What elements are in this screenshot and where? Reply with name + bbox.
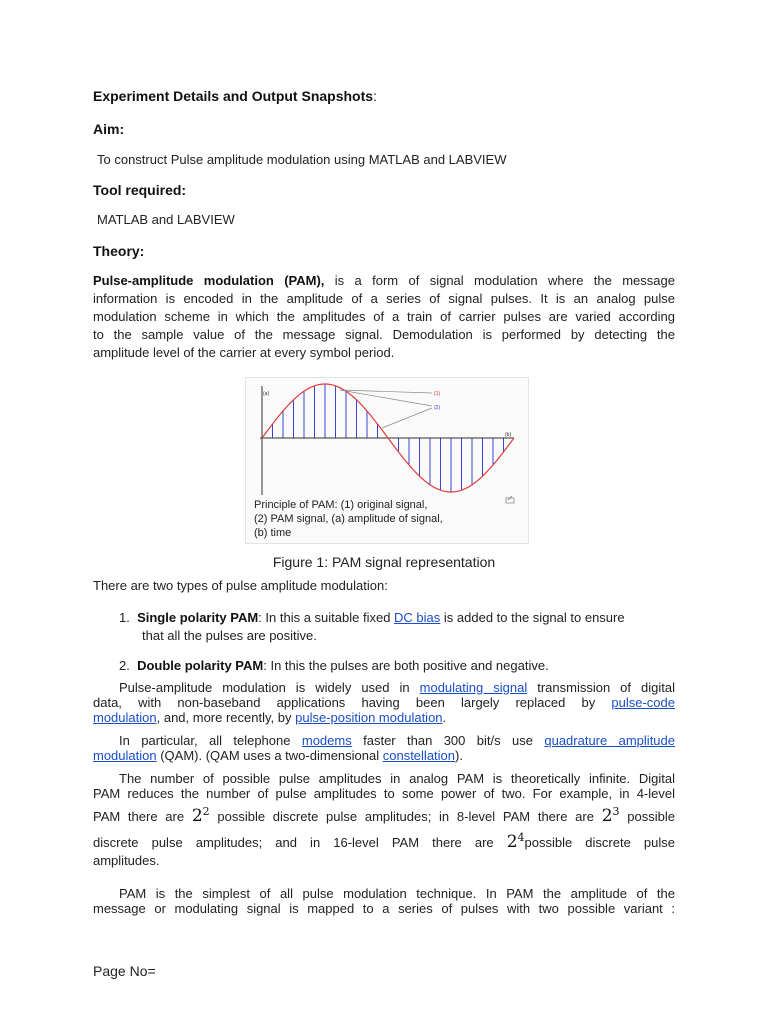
list-text-2: : In this the pulses are both positive and negative. [263, 658, 549, 673]
modulating-signal-link[interactable]: modulating signal [419, 680, 528, 695]
levels-line-2: PAM reduces the number of pulse amplitudes to some power of two. For example, in 4-level [93, 786, 675, 801]
theory-line-2: information is encoded in the amplitude of a series of signal pulses. It is an analog pulse [93, 291, 675, 306]
telephone-line-1 [93, 733, 675, 748]
power-2-3-base: 2 [601, 806, 613, 826]
levels-line-4 [93, 828, 675, 853]
power-2-3 [602, 806, 620, 826]
list-number-1: 1. [119, 610, 130, 625]
power-2-4-exp: 4 [517, 831, 525, 844]
paragraph-telephone [93, 733, 675, 763]
telephone-text-2b: ). [455, 748, 463, 763]
levels-text-4a: discrete pulse amplitudes; and in 16-level PAM there are [93, 835, 494, 850]
figure-caption-line-1: Principle of PAM: (1) original signal, [254, 499, 428, 511]
modems-link[interactable]: modems [301, 733, 352, 748]
usage-text-2a: data, with non-baseband applications having been largely replaced by [93, 695, 612, 710]
tool-text: MATLAB and LABVIEW [97, 212, 235, 227]
page-number-footer: Page No= [93, 963, 156, 979]
usage-line-1 [93, 680, 675, 695]
power-2-2-exp: 2 [202, 805, 210, 818]
paragraph-simplest [93, 886, 675, 916]
theory-line-1-rest: is a form of signal modulation where the message [334, 273, 675, 288]
leader-line-2b [382, 408, 432, 428]
list-item-1 [119, 609, 675, 645]
power-2-2 [192, 806, 210, 826]
usage-text-1a: Pulse-amplitude modulation is widely used in [119, 680, 420, 695]
usage-text-3b: . [442, 710, 447, 725]
constellation-link[interactable]: constellation [382, 748, 456, 763]
levels-text-3a: PAM there are [93, 809, 185, 824]
theory-line-5: amplitude level of the carrier at every symbol period. [93, 345, 395, 360]
simplest-line-2: message or modulating signal is mapped to a series of pulses with two possible variant : [93, 901, 675, 916]
levels-line-3 [93, 801, 675, 828]
simplest-line-1: PAM is the simplest of all pulse modulation technique. In PAM the amplitude of the [119, 886, 675, 901]
power-2-4-base: 2 [506, 832, 518, 852]
qam-modulation-link[interactable]: modulation [93, 748, 157, 763]
levels-line-5: amplitudes. [93, 853, 160, 868]
types-intro: There are two types of pulse amplitude modulation: [93, 578, 388, 593]
aim-text: To construct Pulse amplitude modulation using MATLAB and LABVIEW [97, 152, 507, 167]
label-1: (1) [434, 391, 441, 397]
power-2-3-exp: 3 [612, 805, 620, 818]
pulse-code-modulation-link[interactable]: modulation [93, 710, 157, 725]
section-heading [93, 88, 377, 104]
paragraph-levels [93, 771, 675, 868]
heading-text: Experiment Details and Output Snapshots [93, 88, 374, 104]
pam-diagram [246, 378, 528, 543]
power-2-4 [507, 832, 525, 852]
figure-caption-line-3: (b) time [254, 527, 292, 539]
usage-line-2 [93, 695, 675, 710]
pulse-position-modulation-link[interactable]: pulse-position modulation [295, 710, 443, 725]
list-term-2: Double polarity PAM [137, 658, 264, 673]
theory-line-3: modulation scheme in which the amplitudes of a train of carrier pulses are varied according [93, 309, 675, 324]
telephone-text-2a: (QAM). (QAM uses a two-dimensional [156, 748, 383, 763]
theory-paragraph [93, 272, 675, 362]
telephone-line-2 [93, 748, 675, 763]
levels-line-1: The number of possible pulse amplitudes in analog PAM is theoretically infinite. Digital [119, 771, 675, 786]
list-number-2: 2. [119, 658, 130, 673]
label-a: (a) [263, 391, 270, 397]
aim-heading: Aim: [93, 121, 125, 137]
figure-caption-line-2: (2) PAM signal, (a) amplitude of signal, [254, 513, 443, 525]
levels-text-3b: possible discrete pulse amplitudes; in 8-level PAM there are [217, 809, 594, 824]
pam-term: Pulse-amplitude modulation (PAM), [93, 273, 325, 288]
telephone-text-1b: faster than 300 bit/s use [351, 733, 545, 748]
theory-line-1 [93, 272, 675, 290]
list-text-1a: : In this a suitable fixed [258, 610, 395, 625]
telephone-text-1a: In particular, all telephone [119, 733, 302, 748]
theory-line-4: to the sample value of the message signal. Demodulation is performed by detecting the [93, 327, 675, 342]
list-text-1b: is added to the signal to ensure [440, 610, 625, 625]
pam-figure [245, 377, 529, 544]
usage-text-1b: transmission of digital [527, 680, 675, 695]
usage-text-3a: , and, more recently, by [156, 710, 296, 725]
list-term-1: Single polarity PAM [137, 610, 259, 625]
list-item-1-line-2: that all the pulses are positive. [142, 628, 317, 643]
figure-title: Figure 1: PAM signal representation [272, 554, 496, 570]
usage-line-3 [93, 710, 675, 725]
list-item-2 [119, 657, 549, 675]
power-2-2-base: 2 [191, 806, 203, 826]
expand-icon [506, 498, 514, 503]
quadrature-amplitude-link[interactable]: quadrature amplitude [544, 733, 675, 748]
pulse-code-link[interactable]: pulse-code [611, 695, 675, 710]
theory-heading: Theory: [93, 243, 145, 259]
levels-text-3c: possible [627, 809, 675, 824]
label-b: (b) [505, 432, 512, 438]
heading-colon: : [373, 88, 377, 104]
list-item-1-line-1 [119, 609, 675, 627]
tool-heading: Tool required: [93, 182, 187, 198]
dc-bias-link[interactable]: DC bias [394, 610, 441, 625]
levels-text-4b: possible discrete pulse [524, 835, 675, 850]
paragraph-usage [93, 680, 675, 725]
label-2: (2) [434, 405, 441, 411]
